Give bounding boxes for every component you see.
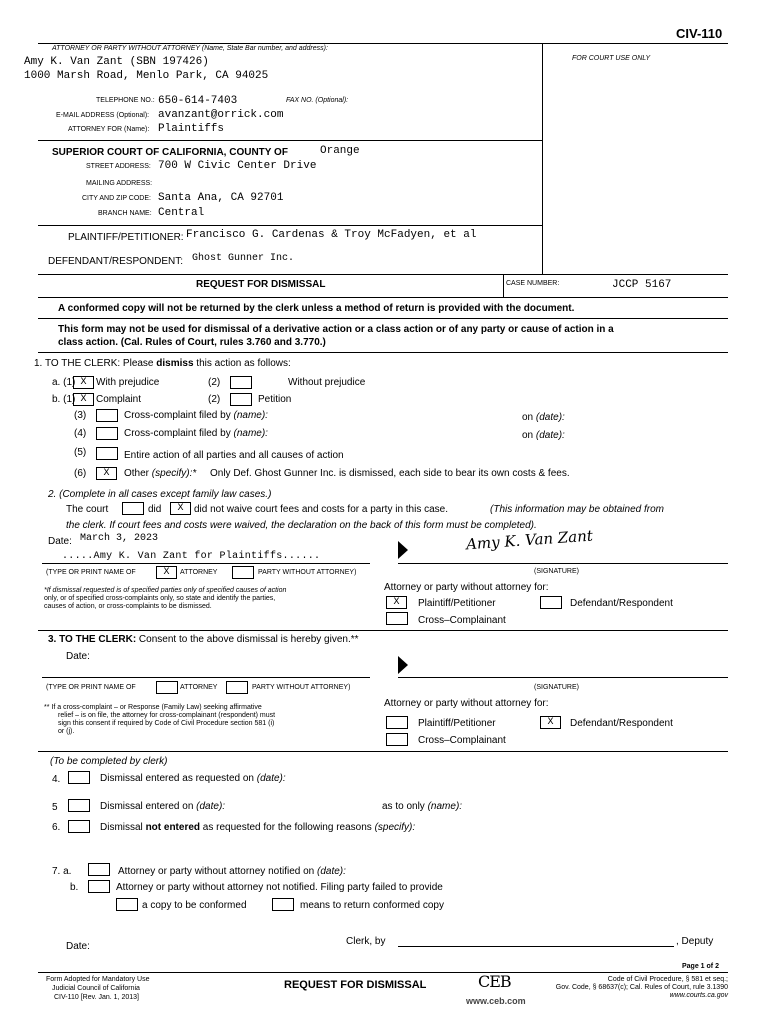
- s2-defendant-checkbox[interactable]: [540, 596, 562, 609]
- petition-label: Petition: [258, 394, 292, 405]
- without-prejudice-label: Without prejudice: [288, 377, 366, 388]
- s2-signature-script: Amy K. Van Zant: [465, 526, 594, 554]
- s3-type-print: (TYPE OR PRINT NAME OF: [46, 684, 136, 691]
- s3-party-wo-label: PARTY WITHOUT ATTORNEY): [252, 684, 351, 691]
- s2-party-wo-label: PARTY WITHOUT ATTORNEY): [258, 569, 357, 576]
- deputy-label: , Deputy: [676, 936, 714, 947]
- s2-attorney-checkbox[interactable]: X: [156, 566, 177, 579]
- clerk-6-checkbox[interactable]: [68, 820, 90, 833]
- clerk-6-num: 6.: [52, 822, 61, 833]
- s2-party-wo-checkbox[interactable]: [232, 566, 254, 579]
- s2-date-field[interactable]: March 3, 2023: [80, 533, 159, 544]
- petition-checkbox[interactable]: [230, 393, 252, 406]
- s2-text: did not waive court fees and costs for a party in this case.: [194, 504, 449, 515]
- s3-plaintiff-checkbox[interactable]: [386, 716, 408, 729]
- clerk-7b-copy-checkbox[interactable]: [116, 898, 138, 911]
- s3-plaintiff-label: Plaintiff/Petitioner: [418, 718, 496, 729]
- s3-footnote-3: sign this consent if required by Code of Civil Procedure section 581 (i): [58, 720, 275, 727]
- email-field[interactable]: avanzant@orrick.com: [158, 109, 284, 121]
- footer-code-1: Code of Civil Procedure, § 581 et seq.;: [607, 976, 728, 983]
- s1b6-num: (6): [74, 468, 87, 479]
- s3-attorney-checkbox[interactable]: [156, 681, 178, 694]
- with-prejudice-label: With prejudice: [96, 377, 160, 388]
- s3-atty-for: Attorney or party without attorney for:: [384, 698, 549, 709]
- s2-cross-checkbox[interactable]: [386, 612, 408, 625]
- s3-attorney-label: ATTORNEY: [180, 684, 218, 691]
- complaint-label: Complaint: [96, 394, 142, 405]
- form-id: CIV-110: [676, 26, 723, 41]
- s3-cross-label: Cross–Complainant: [418, 735, 506, 746]
- notice-conformed: A conformed copy will not be returned by the clerk unless a method of return is provided with the document.: [58, 303, 575, 314]
- cross-complaint-4-label: Cross-complaint filed by (name):: [124, 428, 268, 439]
- defendant-field[interactable]: Ghost Gunner Inc.: [192, 253, 295, 264]
- clerk-7a-checkbox[interactable]: [88, 863, 110, 876]
- s2-defendant-label: Defendant/Respondent: [570, 598, 673, 609]
- clerk-7b-copy-text: a copy to be conformed: [142, 900, 247, 911]
- clerk-7a-num: 7. a.: [52, 866, 72, 877]
- s2-info2: the clerk. If court fees and costs were waived, the declaration on the back of this form must be completed).: [66, 520, 537, 531]
- s2-did: did: [148, 504, 162, 515]
- s2-court: The court: [66, 504, 109, 515]
- s1a2-num: (2): [208, 377, 221, 388]
- branch-field[interactable]: Central: [158, 207, 205, 219]
- footer-adopted-2: Judicial Council of California: [52, 985, 140, 992]
- street-field[interactable]: 700 W Civic Center Drive: [158, 160, 317, 172]
- defendant-label: DEFENDANT/RESPONDENT:: [48, 256, 184, 267]
- ceb-logo: CEB: [478, 972, 511, 991]
- s3-defendant-checkbox[interactable]: X: [540, 716, 561, 729]
- entire-action-checkbox[interactable]: [96, 447, 118, 460]
- s3-footnote-2: relief – is on file, the attorney for cross-complainant (respondent) must: [58, 712, 276, 719]
- branch-label: BRANCH NAME:: [98, 210, 152, 217]
- plaintiff-label: PLAINTIFF/PETITIONER:: [68, 232, 184, 243]
- court-did-not-checkbox[interactable]: X: [170, 502, 191, 515]
- attorney-name[interactable]: Amy K. Van Zant (SBN 197426): [24, 56, 209, 68]
- complaint-checkbox[interactable]: X: [73, 393, 94, 406]
- telephone-label: TELEPHONE NO.:: [96, 97, 155, 104]
- clerk-7b-checkbox[interactable]: [88, 880, 110, 893]
- clerk-4-checkbox[interactable]: [68, 771, 90, 784]
- clerk-7b-num: b.: [70, 882, 79, 893]
- clerk-7a-text: Attorney or party without attorney notified on (date):: [118, 866, 346, 877]
- clerk-5-as-to: as to only (name):: [382, 801, 463, 812]
- footer-adopted-3: CIV-110 [Rev. Jan. 1, 2013]: [54, 994, 139, 1001]
- s2-footnote-1: *If dismissal requested is of specified parties only of specified causes of action: [44, 587, 287, 594]
- s1b-label: b. (1): [52, 394, 76, 405]
- s2-footnote-3: causes of action, or cross-complaints to be dismissed.: [44, 603, 212, 610]
- court-did-checkbox[interactable]: [122, 502, 144, 515]
- court-label: SUPERIOR COURT OF CALIFORNIA, COUNTY OF: [52, 147, 288, 158]
- s2-type-print: (TYPE OR PRINT NAME OF: [46, 569, 136, 576]
- s2-printed-name[interactable]: .....Amy K. Van Zant for Plaintiffs......: [62, 551, 321, 562]
- notice-class-2: class action. (Cal. Rules of Court, rules 3.760 and 3.770.): [58, 337, 326, 348]
- cross-complaint-4-checkbox[interactable]: [96, 427, 118, 440]
- s3-footnote-1: ** If a cross-complaint – or Response (Family Law) seeking affirmative: [44, 704, 262, 711]
- plaintiff-field[interactable]: Francisco G. Cardenas & Troy McFadyen, et al: [186, 229, 477, 241]
- s3-date-label: Date:: [66, 651, 90, 662]
- s2-attorney-label: ATTORNEY: [180, 569, 218, 576]
- clerk-by-label: Clerk, by: [346, 936, 386, 947]
- attorney-address[interactable]: 1000 Marsh Road, Menlo Park, CA 94025: [24, 70, 269, 82]
- email-label: E-MAIL ADDRESS (Optional):: [56, 112, 150, 119]
- form-title: REQUEST FOR DISMISSAL: [196, 279, 326, 290]
- clerk-5-checkbox[interactable]: [68, 799, 90, 812]
- clerk-7b-means-checkbox[interactable]: [272, 898, 294, 911]
- city-field[interactable]: Santa Ana, CA 92701: [158, 192, 284, 204]
- other-checkbox[interactable]: X: [96, 467, 117, 480]
- case-number-field[interactable]: JCCP 5167: [612, 279, 672, 291]
- s3-heading: 3. TO THE CLERK: Consent to the above dismissal is hereby given.**: [48, 634, 359, 645]
- with-prejudice-checkbox[interactable]: X: [73, 376, 94, 389]
- footer-title: REQUEST FOR DISMISSAL: [284, 979, 427, 991]
- s3-signature-label: (SIGNATURE): [534, 684, 579, 691]
- clerk-4-num: 4.: [52, 774, 61, 785]
- s2-footnote-2: only, or of specified cross-complaints only, so state and identify the parties,: [44, 595, 276, 602]
- s2-heading: 2. (Complete in all cases except family law cases.): [48, 489, 272, 500]
- entire-action-label: Entire action of all parties and all causes of action: [124, 450, 344, 461]
- footer-adopted-1: Form Adopted for Mandatory Use: [46, 976, 150, 983]
- cross-complaint-3-on-date: on (date):: [522, 412, 565, 423]
- clerk-heading: (To be completed by clerk): [50, 756, 168, 767]
- fax-label: FAX NO. (Optional):: [286, 97, 349, 104]
- county-field[interactable]: Orange: [320, 145, 360, 157]
- attorney-for-field[interactable]: Plaintiffs: [158, 123, 225, 135]
- clerk-4-text: Dismissal entered as requested on (date):: [100, 773, 286, 784]
- telephone-field[interactable]: 650-614-7403: [158, 95, 238, 107]
- s3-footnote-4: or (j).: [58, 728, 75, 735]
- s1a-label: a. (1): [52, 377, 76, 388]
- other-specify-field[interactable]: Only Def. Ghost Gunner Inc. is dismissed, each side to bear its own costs & fees.: [210, 468, 570, 479]
- clerk-date-label: Date:: [66, 941, 90, 952]
- s2-signature-label: (SIGNATURE): [534, 568, 579, 575]
- cross-complaint-4-on-date: on (date):: [522, 430, 565, 441]
- page-number: Page 1 of 2: [682, 963, 719, 970]
- s3-cross-checkbox[interactable]: [386, 733, 408, 746]
- s3-party-wo-checkbox[interactable]: [226, 681, 248, 694]
- cross-complaint-3-checkbox[interactable]: [96, 409, 118, 422]
- clerk-7b-text: Attorney or party without attorney not notified. Filing party failed to provide: [116, 882, 443, 893]
- clerk-7b-means-text: means to return conformed copy: [300, 900, 444, 911]
- court-use-label: FOR COURT USE ONLY: [572, 55, 651, 62]
- footer-courts-link[interactable]: www.courts.ca.gov: [669, 992, 728, 999]
- s1b2-num: (2): [208, 394, 221, 405]
- s2-cross-label: Cross–Complainant: [418, 615, 506, 626]
- s2-plaintiff-checkbox[interactable]: X: [386, 596, 407, 609]
- s1b3-num: (3): [74, 410, 87, 421]
- s1-heading: 1. TO THE CLERK: Please dismiss this action as follows:: [34, 358, 291, 369]
- s2-date-label: Date:: [48, 536, 72, 547]
- street-label: STREET ADDRESS:: [86, 163, 151, 170]
- clerk-5-num: 5: [52, 802, 58, 813]
- ceb-site-link[interactable]: www.ceb.com: [466, 996, 526, 1006]
- clerk-6-text: Dismissal not entered as requested for the following reasons (specify):: [100, 822, 416, 833]
- notice-class-1: This form may not be used for dismissal of a derivative action or a class action or of any party or cause of action in a: [58, 324, 614, 335]
- s2-info: (This information may be obtained from: [490, 504, 664, 515]
- s2-plaintiff-label: Plaintiff/Petitioner: [418, 598, 496, 609]
- s1b4-num: (4): [74, 428, 87, 439]
- clerk-5-text: Dismissal entered on (date):: [100, 801, 226, 812]
- mailing-label: MAILING ADDRESS:: [86, 180, 153, 187]
- other-label: Other (specify):*: [124, 468, 197, 479]
- s2-atty-for: Attorney or party without attorney for:: [384, 582, 549, 593]
- s3-defendant-label: Defendant/Respondent: [570, 718, 673, 729]
- case-number-label: CASE NUMBER:: [506, 280, 560, 287]
- attorney-for-label: ATTORNEY FOR (Name):: [68, 126, 150, 133]
- s1b5-num: (5): [74, 447, 87, 458]
- footer-code-2: Gov. Code, § 68637(c); Cal. Rules of Court, rule 3.1390: [555, 984, 728, 991]
- attorney-label: ATTORNEY OR PARTY WITHOUT ATTORNEY (Name, State Bar number, and address):: [52, 45, 328, 52]
- city-label: CITY AND ZIP CODE:: [82, 195, 151, 202]
- without-prejudice-checkbox[interactable]: [230, 376, 252, 389]
- cross-complaint-3-label: Cross-complaint filed by (name):: [124, 410, 268, 421]
